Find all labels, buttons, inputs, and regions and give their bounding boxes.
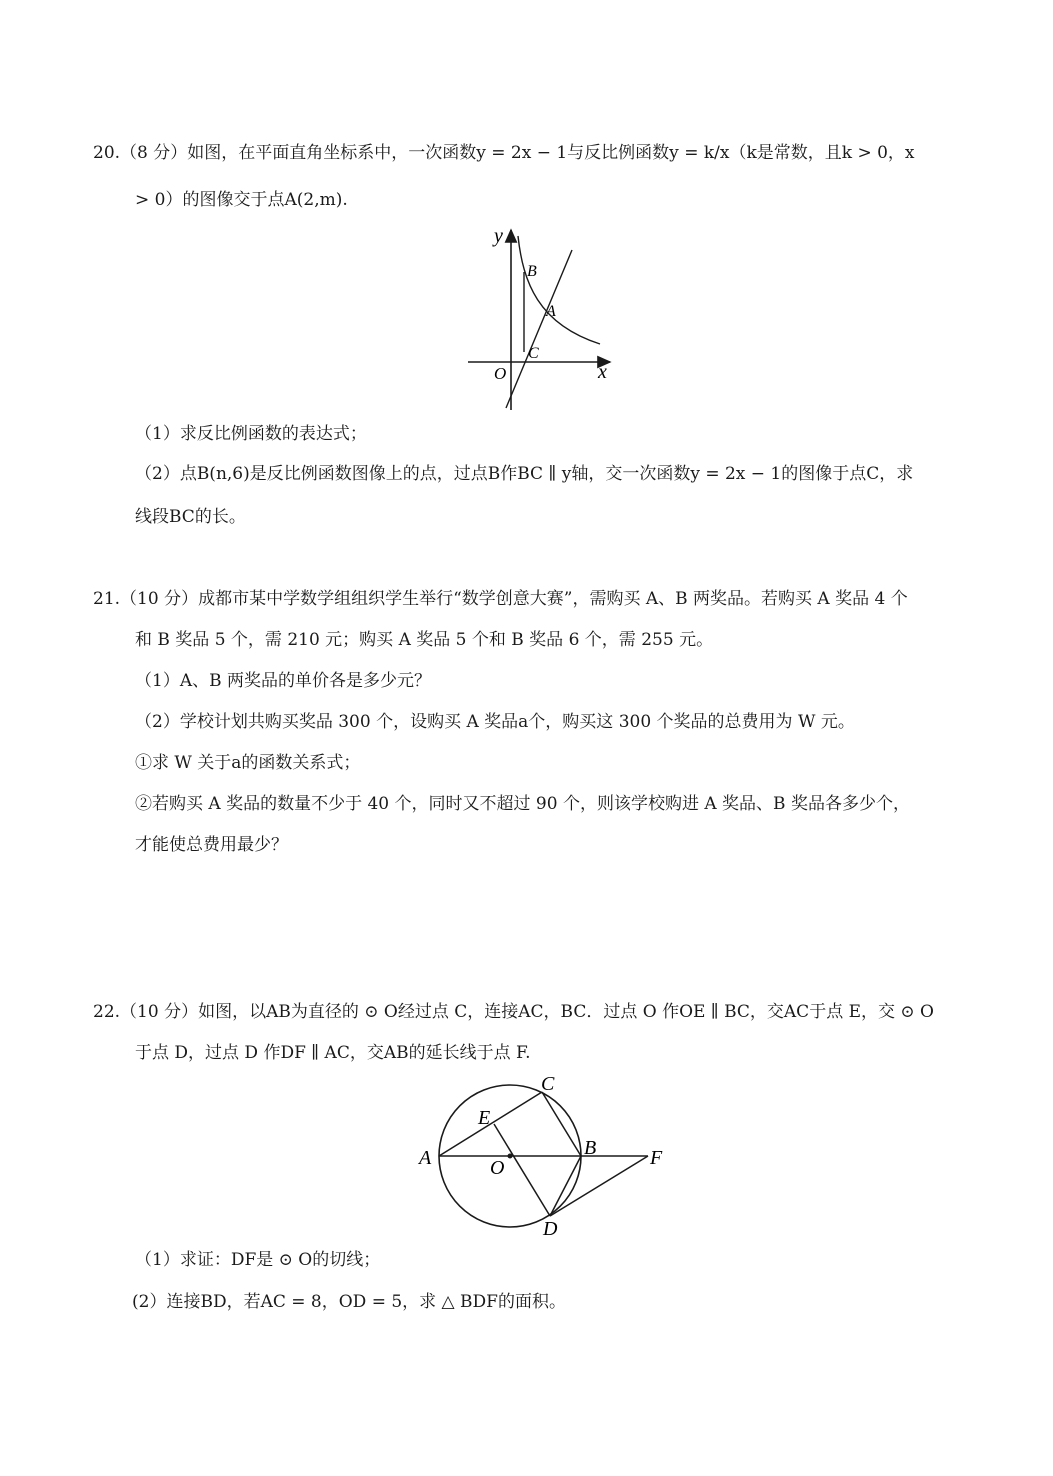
center-point-o bbox=[508, 1154, 513, 1159]
point-o-label: O bbox=[490, 1157, 505, 1179]
y-axis-label: y bbox=[494, 225, 503, 247]
q20-stem-line-2: > 0）的图像交于点A(2,m). bbox=[135, 190, 348, 210]
origin-label: O bbox=[494, 364, 507, 383]
q21-part-1: ①求 W 关于a的函数关系式； bbox=[135, 753, 361, 773]
q21-stem-line-1: 21.（10 分）成都市某中学数学组组织学生举行“数学创意大赛”，需购买 A、B 两奖品。若购买 A 奖品 4 个 bbox=[93, 589, 908, 609]
q21-stem-line-2: 和 B 奖品 5 个，需 210 元；购买 A 奖品 5 个和 B 奖品 6 个，需 255 元。 bbox=[135, 630, 714, 650]
q21-sub-question-1: （1）A、B 两奖品的单价各是多少元？ bbox=[135, 671, 431, 691]
q21-part-2-line-1: ②若购买 A 奖品的数量不少于 40 个，同时又不超过 90 个，则该学校购进 A 奖品、B 奖品各多少个， bbox=[135, 794, 910, 814]
point-b-label: B bbox=[584, 1137, 597, 1159]
point-b-label: B bbox=[527, 263, 537, 280]
point-f-label: F bbox=[650, 1147, 663, 1169]
q21-sub-question-2: （2）学校计划共购买奖品 300 个，设购买 A 奖品a个，购买这 300 个奖品的总费用为 W 元。 bbox=[135, 712, 855, 732]
q20-coordinate-figure bbox=[460, 222, 620, 417]
q20-stem-line-1: 20.（8 分）如图，在平面直角坐标系中，一次函数y = 2x − 1与反比例函数y = k/x（k是常数，且k > 0，x bbox=[93, 143, 915, 163]
q22-sub-question-1: （1）求证：DF是 ⊙ O的切线； bbox=[135, 1250, 381, 1270]
point-a-label: A bbox=[419, 1147, 432, 1169]
q20-sub-question-2-line-2: 线段BC的长。 bbox=[135, 507, 246, 527]
q20-sub-question-2-line-1: （2）点B(n,6)是反比例函数图像上的点，过点B作BC ∥ y轴，交一次函数y = 2x − 1的图像于点C，求 bbox=[135, 464, 914, 484]
q22-sub-question-2: (2）连接BD，若AC = 8，OD = 5，求 △ BDF的面积。 bbox=[132, 1292, 566, 1312]
q22-circle-figure bbox=[410, 1070, 680, 1245]
q21-part-2-line-2: 才能使总费用最少？ bbox=[135, 835, 288, 855]
point-d-label: D bbox=[543, 1218, 558, 1240]
point-c-label: C bbox=[528, 345, 539, 362]
x-axis-label: x bbox=[598, 361, 607, 383]
point-a-label: A bbox=[546, 303, 556, 320]
point-e-label: E bbox=[478, 1107, 491, 1129]
q22-stem-line-1: 22.（10 分）如图，以AB为直径的 ⊙ O经过点 C，连接AC，BC．过点 O 作OE ∥ BC，交AC于点 E，交 ⊙ O bbox=[93, 1002, 934, 1022]
hyperbola-curve bbox=[518, 236, 600, 344]
point-c-label: C bbox=[541, 1073, 555, 1095]
q22-stem-line-2: 于点 D，过点 D 作DF ∥ AC，交AB的延长线于点 F. bbox=[135, 1043, 531, 1063]
linear-function-line bbox=[506, 250, 572, 408]
q20-sub-question-1: （1）求反比例函数的表达式； bbox=[135, 424, 367, 444]
segment-bc bbox=[542, 1092, 581, 1156]
segment-ac bbox=[439, 1092, 542, 1156]
